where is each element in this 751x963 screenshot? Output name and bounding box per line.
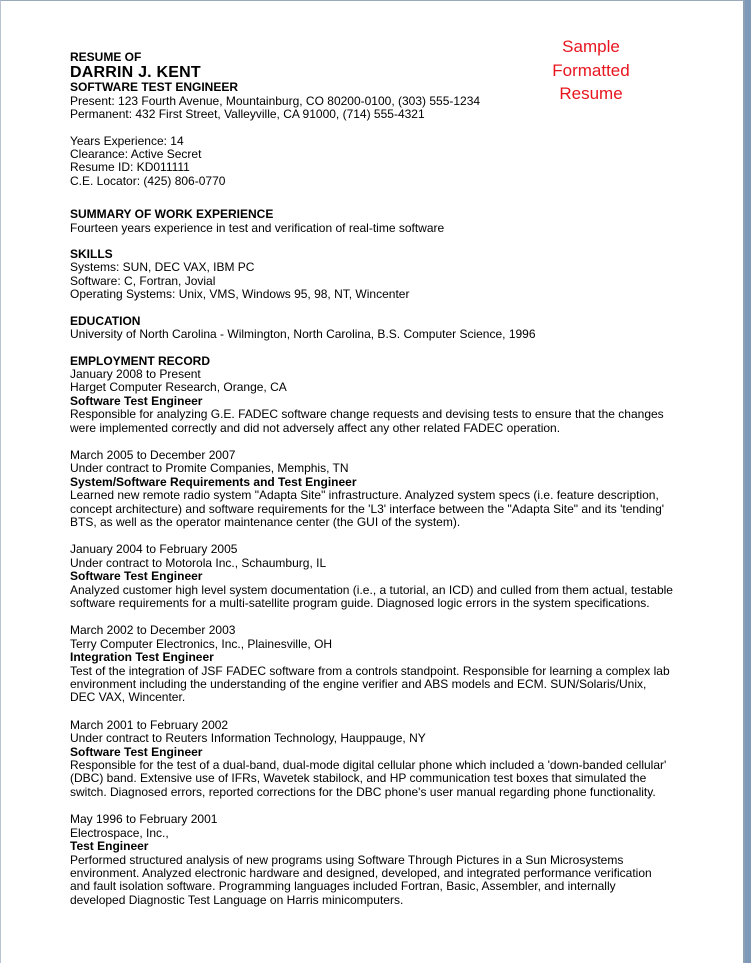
job-role: Software Test Engineer bbox=[70, 569, 203, 584]
job-description-line: developed Diagnostic Test Language on Harris minicomputers. bbox=[70, 892, 404, 907]
job-dates: January 2008 to Present bbox=[70, 366, 201, 381]
job-description-line: Responsible for analyzing G.E. FADEC software change requests and devising tests to ensure that the changes bbox=[70, 407, 664, 422]
job-entry bbox=[70, 813, 700, 907]
skills-systems: Systems: SUN, DEC VAX, IBM PC bbox=[70, 260, 255, 275]
job-description-line: were implemented correctly and did not adversely affect any other related FADEC operation. bbox=[70, 420, 561, 435]
job-description-line: software requirements for a multi-satellite program guide. Diagnosed logic errors in the system specifications. bbox=[70, 596, 650, 610]
education-heading: EDUCATION bbox=[70, 313, 141, 328]
job-dates: May 1996 to February 2001 bbox=[70, 812, 218, 827]
summary-text: Fourteen years experience in test and verification of real-time software bbox=[70, 220, 445, 235]
candidate-name: DARRIN J. KENT bbox=[70, 64, 201, 82]
clearance: Clearance: Active Secret bbox=[70, 147, 202, 162]
job-role: Integration Test Engineer bbox=[70, 650, 214, 665]
job-entry bbox=[70, 543, 700, 610]
job-description-line: environment including the understanding of the engine verifier and ABS models and ECM. SUN/Solaris/Unix, bbox=[70, 677, 647, 692]
job-description-line: Test of the integration of JSF FADEC software from a controls standpoint. Responsible for learning a complex lab bbox=[70, 663, 670, 678]
job-description-line: Analyzed customer high level system documentation (i.e., a tutorial, an ICD) and culled from them actual, testable bbox=[70, 582, 673, 597]
employment-heading: EMPLOYMENT RECORD bbox=[70, 353, 211, 368]
skills-software: Software: C, Fortran, Jovial bbox=[70, 273, 216, 288]
job-dates: January 2004 to February 2005 bbox=[70, 542, 238, 557]
candidate-title: SOFTWARE TEST ENGINEER bbox=[70, 80, 239, 95]
present-address: Present: 123 Fourth Avenue, Mountainburg, CO 80200-0100, (303) 555-1234 bbox=[70, 93, 481, 108]
job-company: Under contract to Reuters Information Technology, Hauppauge, NY bbox=[70, 731, 426, 746]
watermark-line: Formatted bbox=[552, 60, 630, 80]
job-role: Test Engineer bbox=[70, 839, 149, 854]
job-description-line: concept architecture) and software requirements for the 'L3' interface between the "Adapta Site" and its 'tending' bbox=[70, 501, 665, 516]
job-dates: March 2001 to February 2002 bbox=[70, 717, 229, 732]
job-entry bbox=[70, 368, 700, 435]
job-role: Software Test Engineer bbox=[70, 744, 203, 759]
job-dates: March 2002 to December 2003 bbox=[70, 623, 236, 638]
summary-heading: SUMMARY OF WORK EXPERIENCE bbox=[70, 207, 274, 222]
job-entry bbox=[70, 449, 700, 529]
resume-id: Resume ID: KD011111 bbox=[70, 160, 190, 175]
watermark-line: Sample bbox=[562, 37, 620, 56]
watermark-line: Resume bbox=[559, 84, 623, 103]
job-role: Software Test Engineer bbox=[70, 393, 203, 408]
job-description-line: Performed structured analysis of new programs using Software Through Pictures in a Sun Microsystems bbox=[70, 852, 624, 867]
job-description-line: switch. Diagnosed errors, reported corrections for the DBC phone's user manual regarding phone functionality. bbox=[70, 784, 656, 799]
permanent-address: Permanent: 432 First Street, Valleyville, CA 91000, (714) 555-4321 bbox=[70, 107, 425, 122]
job-description-line: Learned new remote radio system "Adapta Site" infrastructure. Analyzed system specs (i.e. feature description, bbox=[70, 488, 659, 503]
job-company: Harget Computer Research, Orange, CA bbox=[70, 380, 287, 395]
skills-os: Operating Systems: Unix, VMS, Windows 95, 98, NT, Wincenter bbox=[70, 287, 410, 302]
job-description-line: Responsible for the test of a dual-band, dual-mode digital cellular phone which included a 'down-banded cellular' bbox=[70, 758, 667, 773]
job-description-line: BTS, as well as the operator maintenance center (the GUI of the system). bbox=[70, 514, 461, 529]
years-experience: Years Experience: 14 bbox=[70, 133, 184, 148]
job-company: Terry Computer Electronics, Inc., Plainesville, OH bbox=[70, 636, 333, 651]
education-text: University of North Carolina - Wilmington, North Carolina, B.S. Computer Science, 1996 bbox=[70, 327, 536, 342]
resume-of-label: RESUME OF bbox=[70, 50, 142, 64]
job-description-line: DEC VAX, Wincenter. bbox=[70, 690, 186, 705]
job-company: Under contract to Promite Companies, Memphis, TN bbox=[70, 461, 349, 476]
job-dates: March 2005 to December 2007 bbox=[70, 447, 236, 462]
job-company: Electrospace, Inc., bbox=[70, 825, 169, 840]
job-entry bbox=[70, 624, 700, 704]
job-description-line: and fault isolation software. Programming languages included Fortran, Basic, Assembler, and internally bbox=[70, 879, 616, 894]
job-company: Under contract to Motorola Inc., Schaumburg, IL bbox=[70, 555, 327, 570]
skills-heading: SKILLS bbox=[70, 247, 113, 262]
job-description-line: environment. Analyzed electronic hardware and designed, developed, and integrated performance verification bbox=[70, 865, 652, 880]
resume-content bbox=[70, 51, 700, 907]
job-role: System/Software Requirements and Test Engineer bbox=[70, 474, 357, 489]
job-entry bbox=[70, 719, 700, 799]
ce-locator: C.E. Locator: (425) 806-0770 bbox=[70, 173, 226, 188]
job-description-line: (DBC) band. Extensive use of IFRs, Wavetek stabilock, and HP communication test boxes that simulated the bbox=[70, 771, 647, 786]
